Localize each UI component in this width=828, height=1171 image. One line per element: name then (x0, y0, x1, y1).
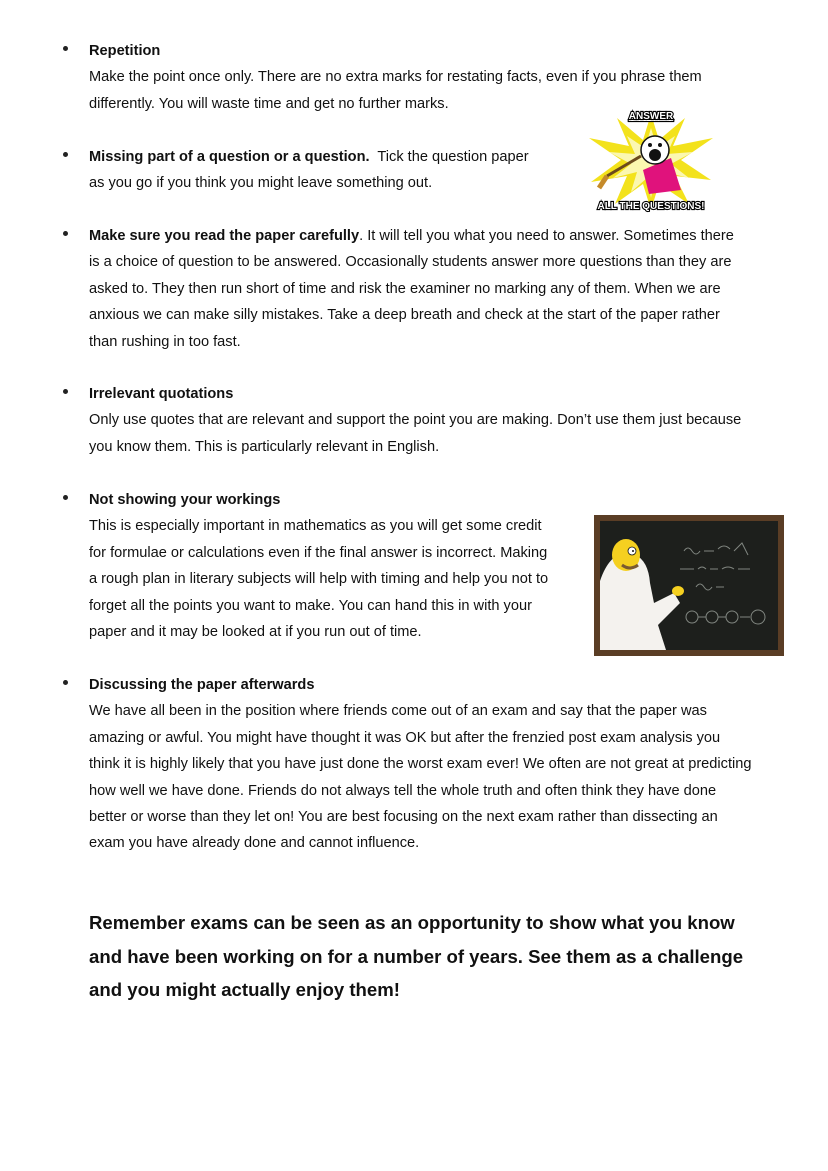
item-heading: Not showing your workings (89, 492, 281, 508)
bullet-icon (63, 389, 68, 394)
item-line: differently. You will waste time and get no further marks. (89, 95, 449, 112)
meme-bottom-text: ALL THE QUESTIONS! (597, 201, 705, 212)
answer-all-the-questions-meme (585, 108, 717, 213)
item-line: paper and it may be looked at if you run out of time. (89, 624, 422, 641)
item-line: think it is highly likely that you have just done the worst exam ever! We often are not great at predicting (89, 756, 752, 773)
chalkboard-illustration (600, 521, 778, 650)
item-line: Tick the question paper (377, 149, 529, 165)
bullet-icon (63, 231, 68, 236)
item-line: better or worse than they let on! You are best focusing on the next exam rather than dissecting an (89, 809, 718, 826)
item-line: as you go if you think you might leave something out. (89, 175, 433, 192)
item-heading: Make sure you read the paper carefully (89, 228, 360, 244)
item-line: Only use quotes that are relevant and support the point you are making. Don’t use them just because (89, 412, 742, 429)
closing-line: and you might actually enjoy them! (89, 979, 400, 1001)
chalkboard-image (594, 515, 784, 656)
item-text (89, 487, 548, 645)
closing-line: Remember exams can be seen as an opportunity to show what you know (89, 912, 735, 933)
item-line: how well we have done. Friends do not always tell the whole truth and often think they have done (89, 782, 717, 799)
item-line: forget all the points you want to make. You can hand this in with your (89, 597, 532, 614)
meme-top-text: ANSWER (628, 111, 674, 122)
closing-line: and have been working on for a number of years. See them as a challenge (89, 945, 744, 967)
item-text (89, 144, 529, 197)
item-line: a rough plan in literary subjects will help with timing and help you not to (89, 571, 549, 588)
item-line: Make the point once only. There are no extra marks for restating facts, even if you phrase them (89, 69, 702, 86)
item-text (89, 38, 702, 117)
item-line: anxious we can make silly mistakes. Take a deep breath and check at the start of the paper rather (89, 307, 720, 324)
closing-paragraph (89, 906, 809, 1007)
item-line: This is especially important in mathematics as you will get some credit (89, 518, 542, 535)
item-line: is a choice of question to be answered. Occasionally students answer more questions than they are (89, 254, 732, 271)
item-heading: Repetition (89, 43, 161, 59)
item-line: . It will tell you what you need to answer. Sometimes there (359, 228, 734, 244)
item-line: for formulae or calculations even if the final answer is incorrect. Making (89, 544, 548, 561)
item-line: We have all been in the position where friends come out of an exam and say that the paper was (89, 703, 707, 720)
item-line: amazing or awful. You might have thought it was OK but after the frenzied post exam analysis you (89, 729, 721, 746)
item-heading: Missing part of a question or a question. (89, 149, 370, 165)
item-text (89, 223, 734, 355)
bullet-icon (63, 680, 68, 685)
item-line: asked to. They then run short of time and risk the examiner no marking any of them. When we are (89, 280, 721, 297)
item-text (89, 672, 751, 857)
item-heading: Irrelevant quotations (89, 386, 234, 402)
item-line: you know them. This is particularly relevant in English. (89, 438, 440, 455)
item-line: exam you have already done and cannot influence. (89, 835, 420, 852)
bullet-icon (63, 152, 68, 157)
bullet-icon (63, 495, 68, 500)
bullet-icon (63, 46, 68, 51)
item-heading: Discussing the paper afterwards (89, 677, 315, 693)
item-line: than rushing in too fast. (89, 333, 241, 350)
item-text (89, 381, 741, 460)
